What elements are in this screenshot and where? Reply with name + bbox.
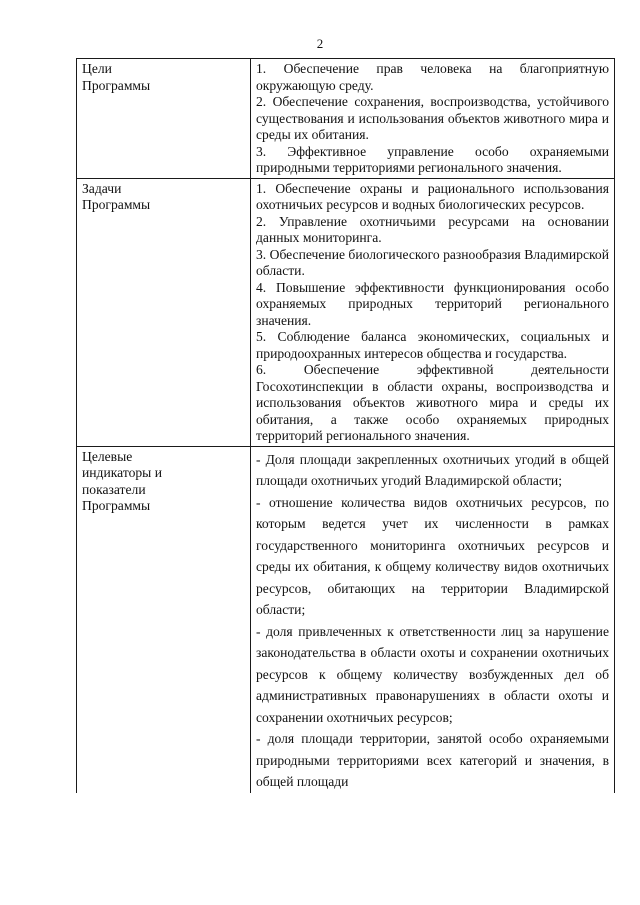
label-line: Целевые: [82, 448, 133, 464]
row-content-tasks: [251, 178, 615, 446]
label-line: Программы: [82, 498, 151, 513]
table-row-tasks: [77, 178, 615, 446]
list-item: 1. Обеспечение охраны и рационального использования охотничьих ресурсов и водных биологических ресурсов.: [256, 180, 609, 212]
list-item: 1. Обеспечение прав человека на благоприятную окружающую среду.: [256, 61, 609, 93]
list-item: 2. Управление охотничьими ресурсами на основании данных мониторинга.: [256, 213, 609, 245]
program-passport-table: [76, 58, 615, 793]
label-line: индикаторы и: [82, 465, 162, 480]
label-line: Цели: [82, 61, 112, 76]
list-item: 4. Повышение эффективности функционирования особо охраняемых природных территорий регионального значения.: [256, 279, 609, 328]
list-item: - доля площади территории, занятой особо охраняемыми природными территориями всех категорий и значения, в общей площади: [256, 731, 609, 789]
row-label-indicators: [77, 446, 251, 793]
row-content-indicators: [251, 446, 615, 793]
list-item: - отношение количества видов охотничьих ресурсов, по которым ведется учет их численности в рамках государственного мониторинга охотничьих ресурсов и среды их обитания, к общему количеству видов охотничьих ресурсов, обитающих на территории Владимирской области;: [256, 494, 609, 617]
list-item: 6. Обеспечение эффективной деятельности Госохотинспекции в области охраны, воспроизводства и использования объектов животного мира и среды их обитания, а также особо охраняемых природных территорий регионального значения.: [256, 362, 609, 443]
label-line: Программы: [82, 77, 151, 93]
table-row-indicators: [77, 446, 615, 793]
list-item: 5. Соблюдение баланса экономических, социальных и природоохранных интересов общества и государства.: [256, 329, 609, 361]
row-content-goals: [251, 59, 615, 179]
row-label-tasks: [77, 178, 251, 446]
list-item: - Доля площади закрепленных охотничьих угодий в общей площади охотничьих угодий Владимирской области;: [256, 451, 609, 488]
table-row-goals: [77, 59, 615, 179]
label-line: Задачи: [82, 180, 122, 196]
row-label-goals: [77, 59, 251, 179]
list-item: 3. Обеспечение биологического разнообразия Владимирской области.: [256, 246, 609, 278]
label-line: Программы: [82, 197, 151, 212]
list-item: - доля привлеченных к ответственности лиц за нарушение законодательства в области охоты и сохранении охотничьих ресурсов к общему количеству возбужденных дел об административных правонарушениях в области охоты и сохранении охотничьих ресурсов;: [256, 623, 609, 725]
label-line: показатели: [82, 481, 146, 497]
list-item: 2. Обеспечение сохранения, воспроизводства, устойчивого существования и использования объектов животного мира и среды их обитания.: [256, 94, 609, 142]
page-number: 2: [316, 36, 324, 51]
list-item: 3. Эффективное управление особо охраняемыми природными территориями регионального значения.: [256, 143, 609, 175]
